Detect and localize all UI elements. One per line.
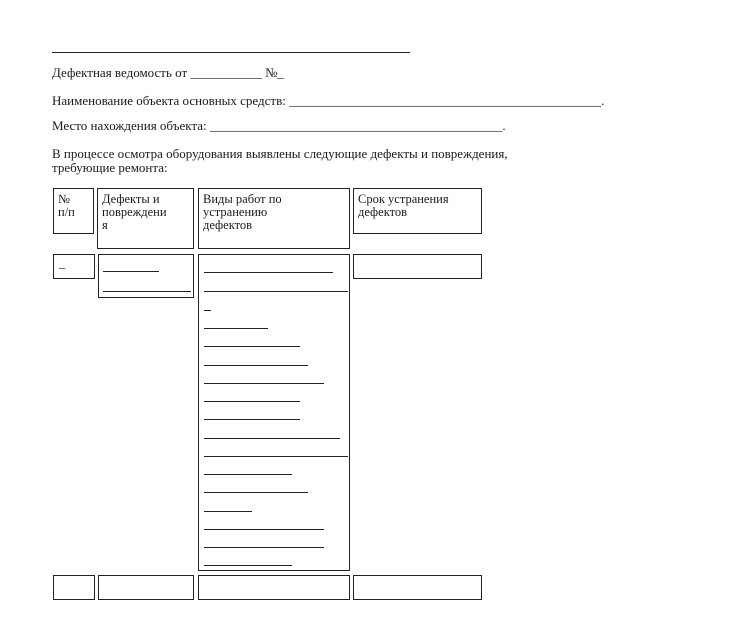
row1-cell-number xyxy=(53,254,95,279)
row1-cell-works xyxy=(198,254,350,571)
row1-works-blank-13 xyxy=(204,492,308,493)
header-cell-number xyxy=(53,188,94,234)
row1-works-blank-7 xyxy=(204,383,324,384)
header-deadline-line2: дефектов xyxy=(358,205,408,219)
row1-defects-blank-2 xyxy=(103,291,191,292)
row2-cell-works xyxy=(198,575,350,600)
header-works-line3: дефектов xyxy=(203,218,253,232)
object-location-line: Место нахождения объекта: _____________________________________________. xyxy=(52,118,506,133)
row1-works-blank-16 xyxy=(204,547,324,548)
intro-text-line-1: В процессе осмотра оборудования выявлены следующие дефекты и повреждения, xyxy=(52,146,508,161)
header-number-line1: № xyxy=(58,192,70,206)
header-cell-defects xyxy=(97,188,194,249)
row1-number-value: _ xyxy=(59,256,66,270)
top-underline xyxy=(52,52,410,53)
row1-works-blank-2 xyxy=(204,291,348,292)
row1-works-blank-9 xyxy=(204,419,300,420)
header-works-line1: Виды работ по xyxy=(203,192,282,206)
header-works-line2: устранению xyxy=(203,205,268,219)
header-defects-line2: повреждени xyxy=(102,205,167,219)
header-deadline-line1: Срок устранения xyxy=(358,192,449,206)
row1-works-blank-12 xyxy=(204,474,292,475)
row1-works-blank-6 xyxy=(204,365,308,366)
row1-defects-blank-1 xyxy=(103,271,159,272)
header-defects-line1: Дефекты и xyxy=(102,192,160,206)
row1-works-blank-1 xyxy=(204,272,333,273)
row1-works-blank-3 xyxy=(204,310,211,311)
header-defects-line3: я xyxy=(102,218,108,232)
row1-works-blank-14 xyxy=(204,511,252,512)
row1-works-blank-8 xyxy=(204,401,300,402)
row1-cell-defects xyxy=(98,254,194,298)
header-cell-works xyxy=(198,188,350,249)
object-name-line: Наименование объекта основных средств: ________________________________________________. xyxy=(52,93,605,108)
row1-cell-deadline xyxy=(353,254,482,279)
intro-text-line-2: требующие ремонта: xyxy=(52,160,168,175)
row2-cell-defects xyxy=(98,575,194,600)
document-title: Дефектная ведомость от ___________ №_ xyxy=(52,65,285,80)
row1-works-blank-17 xyxy=(204,565,292,566)
row1-works-blank-11 xyxy=(204,456,348,457)
row2-cell-deadline xyxy=(353,575,482,600)
header-cell-deadline xyxy=(353,188,482,234)
row1-works-blank-15 xyxy=(204,529,324,530)
row1-works-blank-5 xyxy=(204,346,300,347)
row1-works-blank-4 xyxy=(204,328,268,329)
header-number-line2: п/п xyxy=(58,205,75,219)
row1-works-blank-10 xyxy=(204,438,340,439)
row2-cell-number xyxy=(53,575,95,600)
